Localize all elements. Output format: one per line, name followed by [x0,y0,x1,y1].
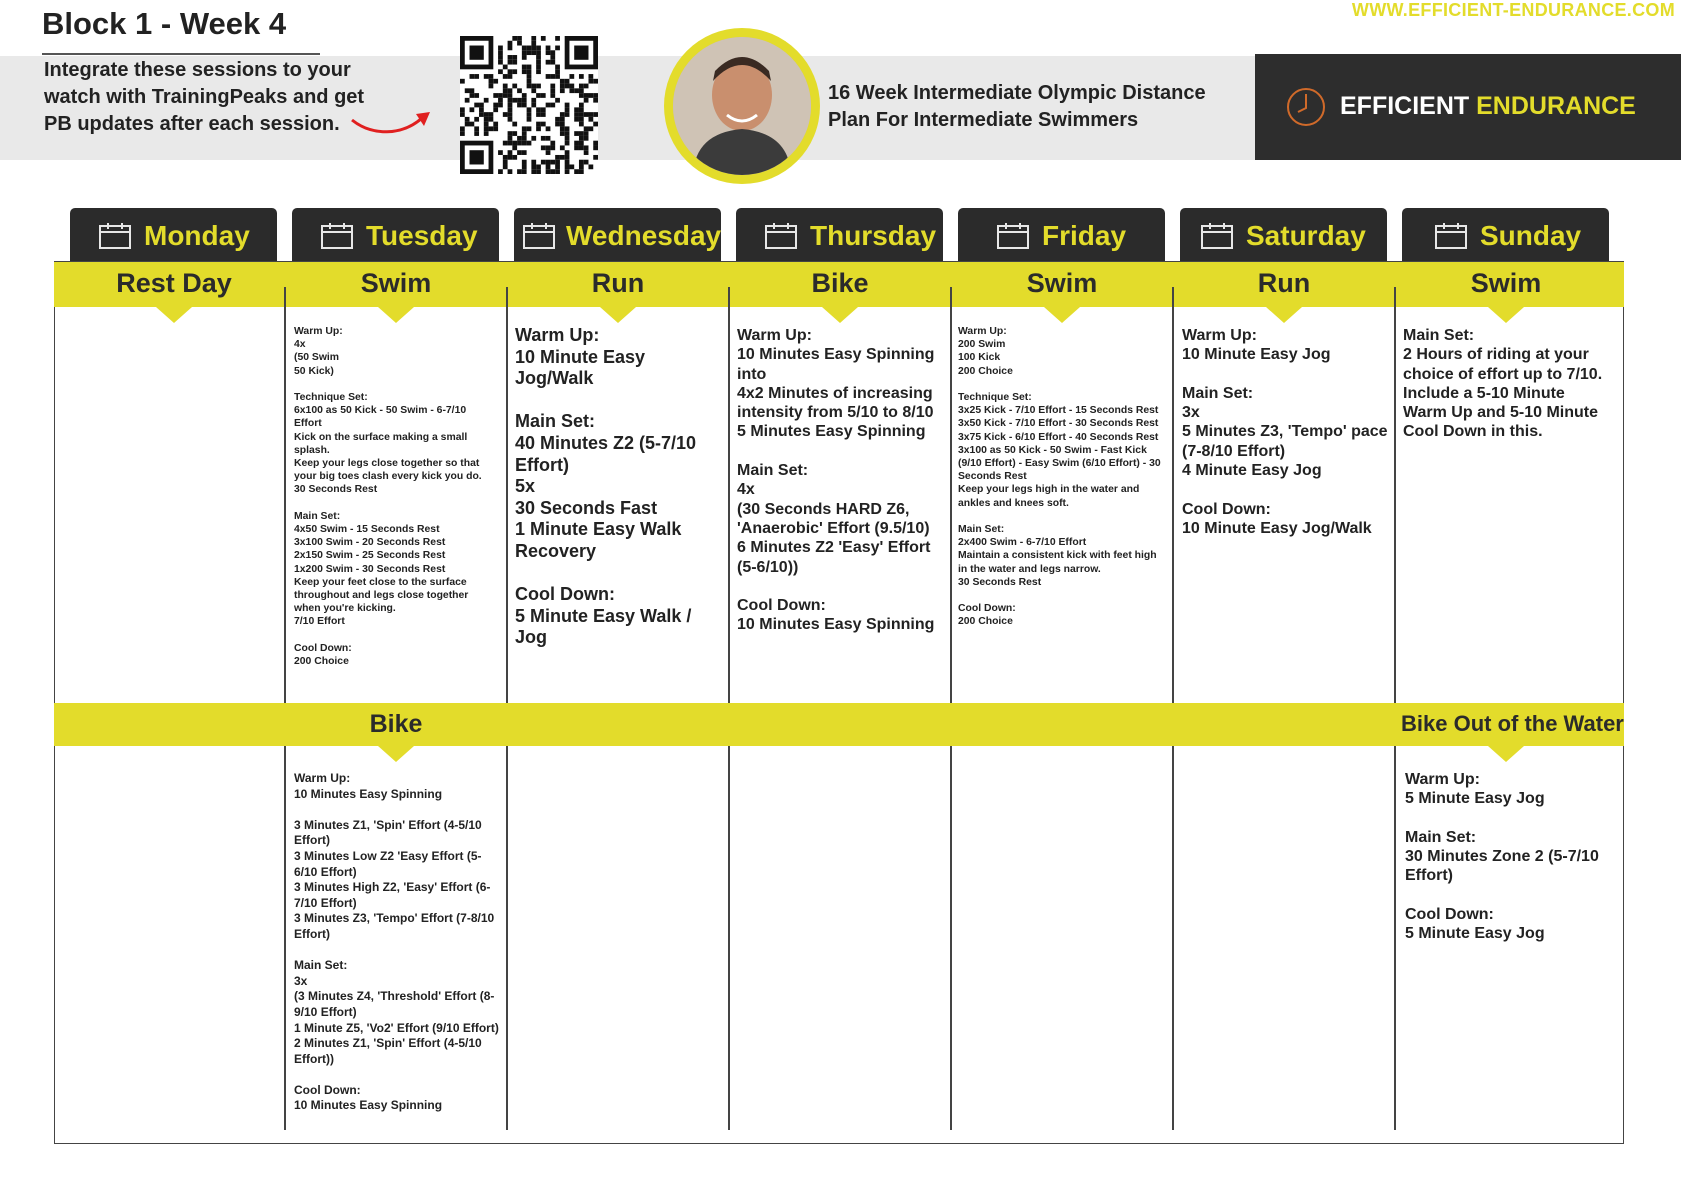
day-label: Monday [144,220,250,251]
column-divider [506,746,508,1130]
session-details-tuesday: Warm Up: 4x (50 Swim 50 Kick) Technique Set: 6x100 as 50 Kick - 50 Swim - 6-7/10 Effort Kick on the surface making a small splash. Keep your legs close together so that your big toes clash every kick you do. 30 Seconds Rest Main Set: 4x50 Swim - 15 Seconds Rest 3x100 Swim - 20 Seconds Rest 2x150 Swim - 25 Seconds Rest 1x200 Swim - 30 Seconds Rest Keep your feet close to the surface throughout and legs close together when you're kicking. 7/10 Effort Cool Down: 200 Choice [294,326,482,668]
pointer-notch [378,307,414,323]
website-link[interactable]: WWW.EFFICIENT-ENDURANCE.COM [1351,0,1675,20]
day-tab-wednesday [514,208,721,262]
session-details-tuesday-2: Warm Up: 10 Minutes Easy Spinning 3 Minutes Z1, 'Spin' Effort (4-5/10 Effort) 3 Minutes Low Z2 'Easy Effort (5-6/10 Effort) 3 Minutes High Z2, 'Easy' Effort (6-7/10 Effort) 3 Minutes Z3, 'Tempo' Effort (7-8/10 Effort) Main Set: 3x (3 Minutes Z4, 'Threshold' Effort (8-9/10 Effort) 1 Minute Z5, 'Vo2' Effort (9/10 Effort) 2 Minutes Z1, 'Spin' Effort (4-5/10 Effort)) Cool Down: 10 Minutes Easy Spinning [294,771,499,1113]
session-type-monday: Rest Day [116,268,232,298]
session-type-saturday: Run [1257,268,1311,298]
calendar-icon [98,222,132,250]
plan-title [828,80,1248,134]
trainingpeaks-note: Integrate these sessions to your watch with TrainingPeaks and get PB updates after each session. [44,59,365,135]
column-divider [506,287,508,703]
page-title: Block 1 - Week 4 [42,6,287,41]
session-type-thursday: Bike [811,268,869,298]
pointer-notch [156,307,192,323]
brand-logo-text [1340,92,1636,121]
column-divider [728,746,730,1130]
calendar-icon [1200,222,1234,250]
session-type-sunday-2: Bike Out of the Water [1401,711,1624,736]
pointer-notch [600,307,636,323]
brand-word-1: EFFICIENT [1340,92,1470,120]
column-divider [1394,287,1396,703]
pointer-notch [1488,307,1524,323]
qr-code[interactable] [460,36,598,174]
title-divider [42,53,320,55]
day-label: Tuesday [366,220,478,251]
arrow-icon [350,106,432,140]
session-details-saturday: Warm Up: 10 Minute Easy Jog Main Set: 3x 5 Minutes Z3, 'Tempo' pace (7-8/10 Effort) 4 Minute Easy Jog Cool Down: 10 Minute Easy Jog/Walk [1182,327,1388,537]
session-details-thursday: Warm Up: 10 Minutes Easy Spinning into 4x2 Minutes of increasing intensity from 5/10 to 8/10 5 Minutes Easy Spinning Main Set: 4x (30 Seconds HARD Z6, 'Anaerobic' Effort (9.5/10) 6 Minutes Z2 'Easy' Effort (5-6/10)) Cool Down: 10 Minutes Easy Spinning [737,327,935,634]
day-label: Saturday [1246,220,1366,251]
column-divider [728,287,730,703]
day-tab-monday [70,208,277,262]
session-details-friday: Warm Up: 200 Swim 100 Kick 200 Choice Technique Set: 3x25 Kick - 7/10 Effort - 15 Seconds Rest 3x50 Kick - 7/10 Effort - 30 Seconds Rest 3x75 Kick - 6/10 Effort - 40 Seconds Rest 3x100 as 50 Kick - 50 Swim - Fast Kick (9/10 Effort) - Easy Swim (6/10 Effort) - 30 Seconds Rest Keep your legs high in the water and ankles and knees soft. Main Set: 2x400 Swim - 6-7/10 Effort Maintain a consistent kick with feet high in the water and legs narrow. 30 Seconds Rest Cool Down: 200 Choice [958,326,1161,628]
column-divider [284,746,286,1130]
session-details-sunday: Main Set: 2 Hours of riding at your choice of effort up to 7/10. Include a 5-10 Minute Warm Up and 5-10 Minute Cool Down in this. [1403,327,1603,441]
column-divider [1172,746,1174,1130]
pointer-notch [822,307,858,323]
calendar-icon [1434,222,1468,250]
session-type-tuesday: Swim [360,268,432,298]
day-tab-sunday [1402,208,1609,262]
column-divider [1172,287,1174,703]
calendar-icon [320,222,354,250]
day-label: Sunday [1480,220,1582,251]
session-type-tuesday-2: Bike [369,710,423,738]
day-tab-friday [958,208,1165,262]
pointer-notch [1044,307,1080,323]
pointer-notch [378,746,414,762]
session-details-sunday-2: Warm Up: 5 Minute Easy Jog Main Set: 30 Minutes Zone 2 (5-7/10 Effort) Cool Down: 5 Minute Easy Jog [1405,771,1599,943]
session-type-wednesday: Run [591,268,645,298]
calendar-icon [522,222,556,250]
session-type-sunday: Swim [1470,268,1542,298]
column-divider [284,287,286,703]
clock-icon [1285,86,1327,128]
day-tab-thursday [736,208,943,262]
calendar-icon [764,222,798,250]
day-label: Wednesday [566,220,722,251]
plan-title-line1: 16 Week Intermediate Olympic Distance [828,82,1206,104]
day-tab-saturday [1180,208,1387,262]
day-label: Friday [1042,220,1127,251]
pointer-notch [1266,307,1302,323]
calendar-icon [996,222,1030,250]
column-divider [950,287,952,703]
brand-word-2: ENDURANCE [1476,92,1636,120]
session-type-friday: Swim [1026,268,1098,298]
column-divider [950,746,952,1130]
coach-avatar [673,37,811,175]
day-tab-tuesday [292,208,499,262]
day-label: Thursday [810,220,937,251]
pointer-notch [1488,746,1524,762]
session-details-wednesday: Warm Up: 10 Minute Easy Jog/Walk Main Set: 40 Minutes Z2 (5-7/10 Effort) 5x 30 Seconds Fast 1 Minute Easy Walk Recovery Cool Down: 5 Minute Easy Walk / Jog [515,325,697,648]
column-divider [1394,746,1396,1130]
plan-title-line2: Plan For Intermediate Swimmers [828,109,1139,131]
